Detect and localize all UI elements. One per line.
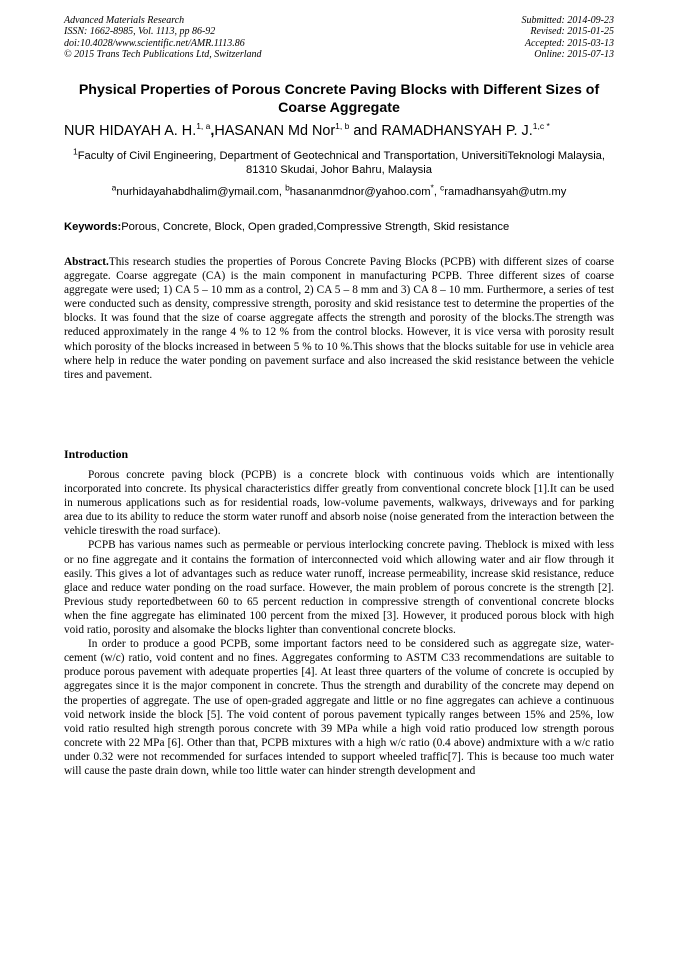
affiliation-text: Faculty of Civil Engineering, Department of Geotechnical and Transportation, UniversitiTeknologi Malaysia, 81310 Skudai, Johor Bahru, Malaysia <box>77 150 606 176</box>
intro-paragraph-3: In order to produce a good PCPB, some important factors need to be considered such as aggregate size, water-cement (w/c) ratio, void content and no fines. Aggregates conforming to ASTM C33 recommendations are suitable to produce porous pavement with adequate properties [4]. At least three quarters of the volume of concrete is occupied by aggregates since it is the major component in concrete. Thus the strength and durability of the concrete may depend on the properties of aggregate. The use of open-graded aggregate and little or no fine aggregates can achieve a continuous void network inside the block [5]. The void content of porous pavement typically ranges between 15% and 25%, low void ratio resulted high strength porous concrete with 39 MPa while a high void ratio produced low strength porous concrete with 22 MPa [6]. Other than that, PCPB mixtures with a high w/c ratio (0.4 above) andmixture with a w/c ratio under 0.32 were not recommended for surfaces intended to support wheeled traffic[7]. This is because too much water will cause the paste drain down, while too little water can hinder strength development and <box>64 638 614 777</box>
affiliation <box>64 146 614 177</box>
abstract-text: This research studies the properties of Porous Concrete Paving Blocks (PCPB) with different sizes of coarse aggregate. Coarse aggregate (CA) is the main component in manufacturing PCPB. Three different sizes of coarse aggregate were used; 1) CA 5 – 10 mm as a control, 2) CA 5 – 8 mm and 3) CA 8 – 10 mm. Furthermore, a series of test were conducted such as density, compressive strength, porosity and skid resistance test to determine the properties of the blocks. It was found that the size of coarse aggregate affects the strength and porosity of the blocks.The strength was reduced approximately in the range 4 % to 12 % from the control blocks. However, it is vice versa with porosity result which porosity of the blocks increased in between 5 % to 10 %.This shows that the blocks suitable for use in vehicle area where help in reduce the water ponding on pavement surface and also increased the skid resistance between the vehicle tires and pavement. <box>64 256 614 381</box>
submitted-date: Submitted: 2014-09-23 <box>521 15 614 26</box>
author-3-name: RAMADHANSYAH P. J. <box>381 123 533 139</box>
author-2-name: HASANAN Md Nor <box>214 123 336 139</box>
email-b: hasananmdnor@yahoo.com <box>289 186 431 198</box>
journal-name: Advanced Materials Research <box>64 15 185 26</box>
journal-header-left <box>64 15 262 60</box>
author-2-sup: 1, b <box>335 121 350 132</box>
author-list <box>64 122 624 140</box>
email-a: nurhidayahabdhalim@ymail.com, <box>116 186 286 198</box>
paper-title: Physical Properties of Porous Concrete Paving Blocks with Different Sizes of Coarse Aggregate <box>78 82 600 116</box>
accepted-date: Accepted: 2015-03-13 <box>524 37 614 49</box>
email-c-sup: c <box>440 182 445 193</box>
intro-paragraph-1: Porous concrete paving block (PCPB) is a concrete block with continuous voids which are intentionally incorporated into concrete. Its physical characteristics differ greatly from conventional concrete block [1].It can be used in numerous applications such as for residential roads, low-volume pavements, walkways, driveways and for parking area due to its ability to reduce the storm water runoff and absorb noise (noise generated from the interaction between the vehicle tireswith the road surface). <box>64 469 614 538</box>
abstract-label: Abstract. <box>64 256 109 268</box>
issn-line: ISSN: 1662-8985, Vol. 1113, pp 86-92 <box>64 26 216 38</box>
affiliation-sup: 1 <box>72 146 78 157</box>
email-a-sup: a <box>111 182 117 193</box>
introduction-heading: Introduction <box>64 447 129 461</box>
copyright-line: © 2015 Trans Tech Publications Ltd, Switzerland <box>64 48 262 60</box>
introduction-body <box>64 468 614 778</box>
journal-header-right <box>522 15 615 60</box>
doi-line: doi:10.4028/www.scientific.net/AMR.1113.86 <box>64 37 245 49</box>
keywords-label: Keywords: <box>64 221 122 233</box>
corresponding-star: * <box>430 182 434 193</box>
email-c: ramadhansyah@utm.my <box>444 186 567 198</box>
intro-paragraph-2: PCPB has various names such as permeable or pervious interlocking concrete paving. Theblock is mixed with less or no fine aggregate and it contains the formation of interconnected void which allowing water and air flow through it easily. This gives a lot of advantages such as reduce water runoff, increase permeability, increase skid resistance, reduce glace and reduce water ponding on the road surface. However, the main problem of porous concrete is the strength [2]. Previous study reportedbetween 60 to 65 percent reduction in compressive strength of conventional concrete blocks when the fine aggregate has eliminated 100 percent from the mixed [3]. However, it produced porous block with high void ratio, porosity and alsomake the blocks lighter than conventional concrete blocks. <box>64 539 614 637</box>
author-1-sup: 1, a <box>196 121 211 132</box>
author-1-name: NUR HIDAYAH A. H. <box>64 123 197 139</box>
revised-date: Revised: 2015-01-25 <box>530 26 614 38</box>
author-3-sup: 1,c * <box>532 121 550 132</box>
online-date: Online: 2015-07-13 <box>534 48 614 60</box>
abstract <box>64 255 614 382</box>
author-emails <box>64 182 614 199</box>
author-separator: , <box>210 123 215 139</box>
keywords-text: Porous, Concrete, Block, Open graded,Compressive Strength, Skid resistance <box>121 221 510 233</box>
email-separator: , <box>433 186 441 198</box>
email-b-sup: b <box>285 182 290 193</box>
author-and: and <box>349 123 382 139</box>
keywords <box>64 220 614 234</box>
